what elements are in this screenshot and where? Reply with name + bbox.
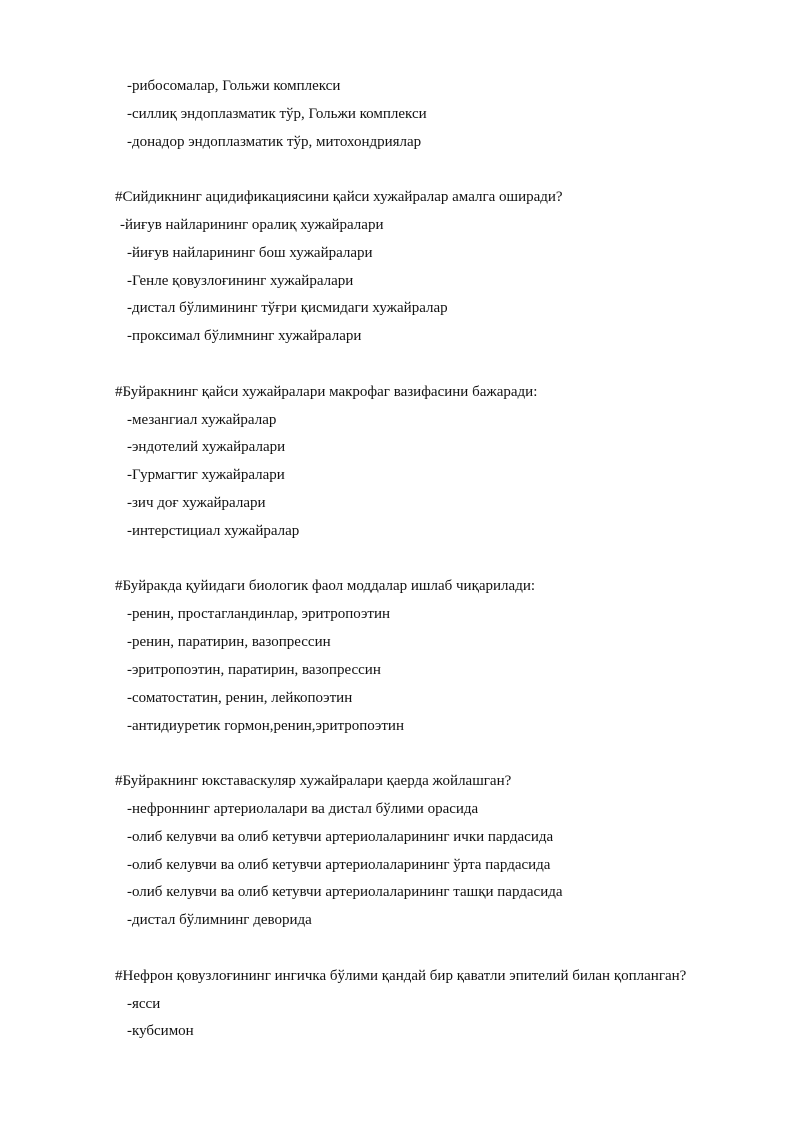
answer-option: -интерстициал хужайралар [127, 523, 300, 539]
answer-option: -Гурмагтиг хужайралари [127, 467, 285, 483]
answer-option: -йиғув найларининг оралиқ хужайралари [120, 217, 384, 233]
answer-option: -антидиуретик гормон,ренин,эритропоэтин [127, 718, 404, 734]
answer-option: -донадор эндоплазматик тўр, митохондриялар [127, 134, 422, 150]
question-text: #Буйракда қуйидаги биологик фаол моддалар ишлаб чиқарилади: [115, 578, 536, 594]
question-text: #Нефрон қовузлоғининг ингичка бўлими қандай бир қаватли эпителий билан қопланган? [115, 968, 687, 984]
answer-option: -проксимал бўлимнинг хужайралари [127, 328, 362, 344]
answer-option: -соматостатин, ренин, лейкопоэтин [127, 690, 353, 706]
answer-option: -нефроннинг артериолалари ва дистал бўлими орасида [127, 801, 479, 817]
answer-option: -рибосомалар, Гольжи комплекси [127, 78, 341, 94]
question-text: #Буйракнинг юкставаскуляр хужайралари қаерда жойлашган? [115, 773, 512, 789]
answer-option: -ренин, паратирин, вазопрессин [127, 634, 331, 650]
answer-option: -олиб келувчи ва олиб кетувчи артериолаларининг ташқи пардасида [127, 884, 563, 900]
answer-option: -дистал бўлимнинг деворида [127, 912, 312, 928]
answer-option: -дистал бўлимининг тўғри қисмидаги хужайралар [127, 300, 448, 316]
question-text: #Буйракнинг қайси хужайралари макрофаг вазифасини бажаради: [115, 384, 538, 400]
answer-option: -олиб келувчи ва олиб кетувчи артериолаларининг ўрта пардасида [127, 857, 551, 873]
question-text: #Сийдикнинг ацидификациясини қайси хужайралар амалга оширади? [115, 189, 563, 205]
answer-option: -Генле қовузлоғининг хужайралари [127, 273, 354, 289]
answer-option: -олиб келувчи ва олиб кетувчи артериолаларининг ички пардасида [127, 829, 554, 845]
answer-option: -силлиқ эндоплазматик тўр, Гольжи комплекси [127, 106, 427, 122]
answer-option: -зич доғ хужайралари [127, 495, 266, 511]
answer-option: -йиғув найларининг бош хужайралари [127, 245, 373, 261]
answer-option: -ренин, простагландинлар, эритропоэтин [127, 606, 391, 622]
answer-option: -кубсимон [127, 1023, 194, 1039]
answer-option: -ясси [127, 996, 161, 1012]
answer-option: -мезангиал хужайралар [127, 412, 277, 428]
answer-option: -эритропоэтин, паратирин, вазопрессин [127, 662, 381, 678]
answer-option: -эндотелий хужайралари [127, 439, 286, 455]
